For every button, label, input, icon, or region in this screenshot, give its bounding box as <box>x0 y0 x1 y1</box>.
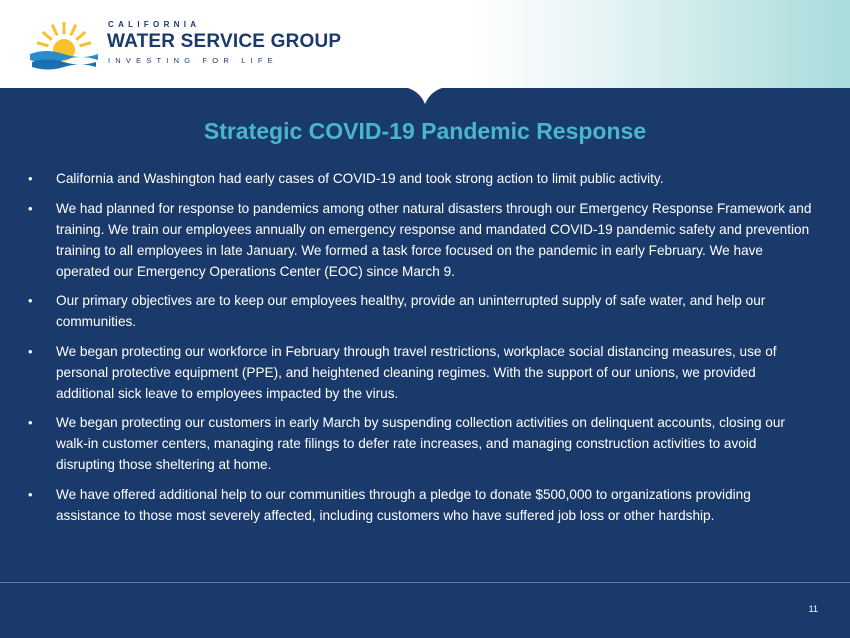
sun-over-water-logo-icon <box>28 20 100 72</box>
bullet-item <box>24 412 814 475</box>
slide-title: Strategic COVID-19 Pandemic Response <box>203 118 647 144</box>
header-banner <box>0 0 850 88</box>
footer-divider <box>0 582 850 583</box>
bullet-dot: • <box>28 171 33 186</box>
bullet-dot: • <box>28 486 33 502</box>
bullet-dot: • <box>28 415 33 430</box>
company-logo <box>28 18 342 74</box>
bullet-item <box>24 484 814 526</box>
bullet-dot: • <box>28 200 33 216</box>
logo-top-text: CALIFORNIA <box>108 20 201 29</box>
page-number: 11 <box>808 604 818 614</box>
bullet-dot: • <box>28 293 33 308</box>
logo-main-text: WATER SERVICE GROUP <box>107 31 342 52</box>
bullet-text: We began protecting our customers in early March by suspending collection activities on delinquent accounts, closing our walk-in customer centers, managing rate filings to defer rate increases, and managing construction activities to avoid disrupting those sheltering at home. <box>56 415 785 472</box>
bullet-text: We began protecting our workforce in February through travel restrictions, workplace social distancing measures, use of personal protective equipment (PPE), and heightened cleaning regimes. With the support of our unions, we provided additional sick leave to employees impacted by the virus. <box>56 343 777 401</box>
bullet-item <box>24 198 814 282</box>
bullet-list <box>24 168 814 534</box>
bullet-text: We had planned for response to pandemics among other natural disasters through our Emergency Response Framework and training. We train our employees annually on emergency response and mandated COVID-19 pandemic safety and prevention training to all employees in late January. We formed a task force focused on the pandemic in early February. We have operated our Emergency Operations Center (EOC) since March 9. <box>56 200 812 279</box>
bullet-text: Our primary objectives are to keep our employees healthy, provide an uninterrupted supply of safe water, and help our communities. <box>56 293 766 329</box>
logo-tagline: INVESTING FOR LIFE <box>108 56 278 65</box>
bullet-item <box>24 168 814 189</box>
bullet-dot: • <box>28 343 33 359</box>
bullet-item <box>24 341 814 404</box>
bullet-text: We have offered additional help to our communities through a pledge to donate $500,000 to organizations providing assistance to those most severely affected, including customers who have suffered job loss or other hardship. <box>56 486 751 523</box>
bullet-item <box>24 290 814 332</box>
header-notch <box>408 86 442 106</box>
bullet-text: California and Washington had early cases of COVID-19 and took strong action to limit public activity. <box>56 171 664 186</box>
